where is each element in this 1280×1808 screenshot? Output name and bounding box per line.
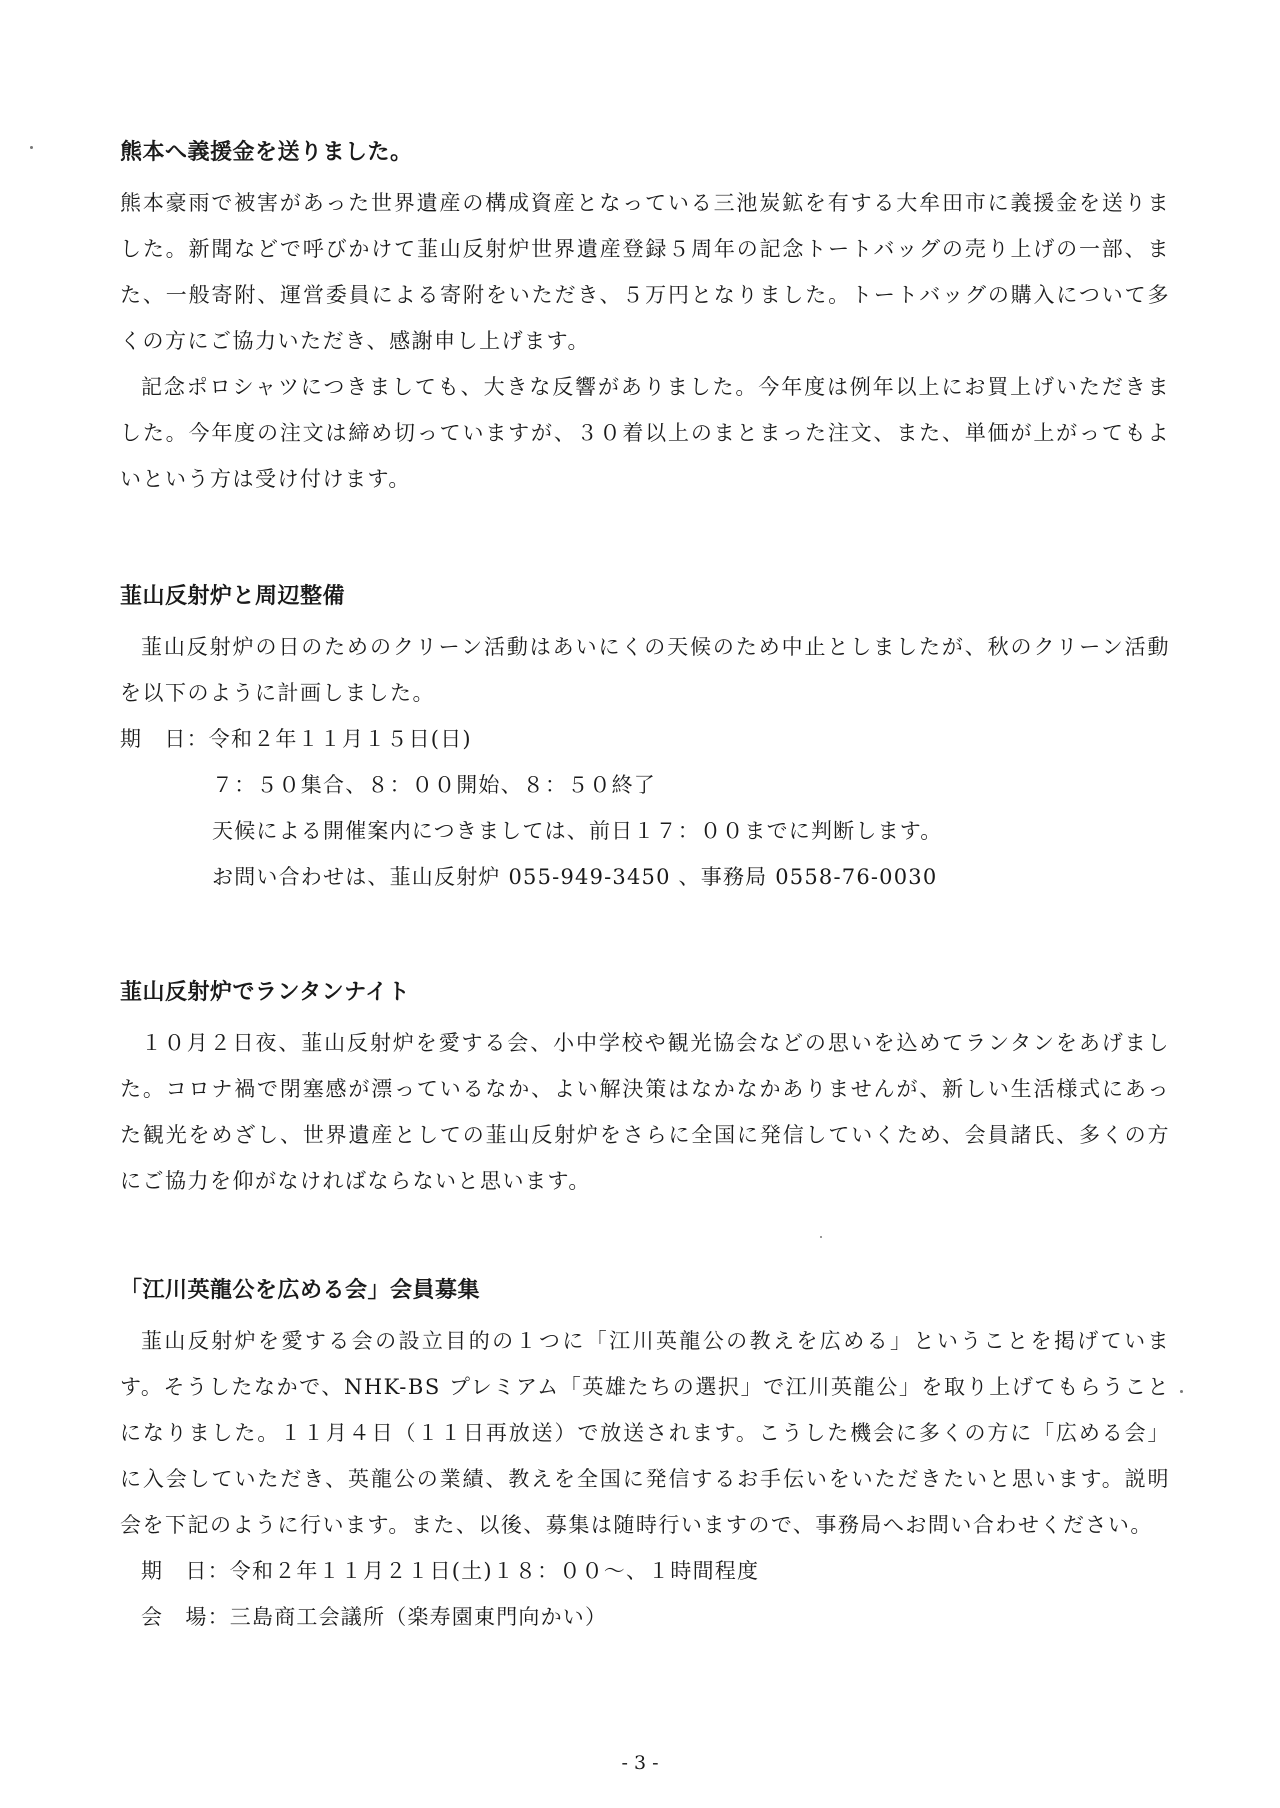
section-heading: 熊本へ義援金を送りました。	[120, 140, 413, 165]
meeting-date: 期 日：令和２年１１月２１日(土)１８：００～、１時間程度	[141, 1559, 760, 1583]
body-paragraph: 韮山反射炉を愛する会の設立目的の１つに「江川英龍公の教えを広める」ということを掲げています。そうしたなかで、NHK-BS プレミアム「英雄たちの選択」で江川英龍公」を取り上げてもらうことになりました。１１月４日（１１日再放送）で放送されます。こうした機会に多くの方に「広める会」に入会していただき、英龍公の業績、教えを全国に発信するお手伝いをいただきたいと思います。説明会を下記のように行います。また、以後、募集は随時行いますので、事務局へお問い合わせください。	[120, 1329, 1170, 1537]
section-heading: 韮山反射炉でランタンナイト	[120, 980, 411, 1005]
contact-info: お問い合わせは、韮山反射炉 055-949-3450 、事務局 0558-76-0030	[212, 865, 938, 889]
section-member-recruitment	[120, 1276, 1170, 1640]
weather-notice: 天候による開催案内につきましては、前日１７：００までに判断します。	[212, 819, 943, 843]
scan-speck	[30, 146, 33, 149]
page-number: - 3 -	[621, 1752, 659, 1774]
section-heading: 「江川英龍公を広める会」会員募集	[120, 1278, 481, 1303]
section-lantern-night	[120, 978, 1170, 1204]
body-paragraph: 熊本豪雨で被害があった世界遺産の構成資産となっている三池炭鉱を有する大牟田市に義援金を送りました。新聞などで呼びかけて韮山反射炉世界遺産登録５周年の記念トートバッグの売り上げの一部、また、一般寄附、運営委員による寄附をいただき、５万円となりました。トートバッグの購入について多くの方にご協力いただき、感謝申し上げます。	[120, 191, 1170, 353]
body-paragraph: 韮山反射炉の日のためのクリーン活動はあいにくの天候のため中止としましたが、秋のクリーン活動を以下のように計画しました。	[120, 635, 1170, 705]
meeting-venue: 会 場：三島商工会議所（楽寿園東門向かい）	[141, 1605, 608, 1629]
section-kumamoto-donation	[120, 138, 1170, 502]
section-reverberatory-furnace-maintenance	[120, 582, 1170, 900]
scan-speck	[820, 1236, 822, 1238]
scan-speck	[1180, 1390, 1183, 1393]
section-heading: 韮山反射炉と周辺整備	[120, 584, 346, 609]
event-date: 期 日：令和２年１１月１５日(日)	[120, 727, 472, 751]
event-schedule: ７：５０集合、８：００開始、８：５０終了	[212, 773, 656, 797]
body-paragraph: １０月２日夜、韮山反射炉を愛する会、小中学校や観光協会などの思いを込めてランタンをあげました。コロナ禍で閉塞感が漂っているなか、よい解決策はなかなかありませんが、新しい生活様式にあった観光をめざし、世界遺産としての韮山反射炉をさらに全国に発信していくため、会員諸氏、多くの方にご協力を仰がなければならないと思います。	[120, 1031, 1170, 1193]
body-paragraph: 記念ポロシャツにつきましても、大きな反響がありました。今年度は例年以上にお買上げいただきました。今年度の注文は締め切っていますが、３０着以上のまとまった注文、また、単価が上がってもよいという方は受け付けます。	[120, 375, 1170, 491]
